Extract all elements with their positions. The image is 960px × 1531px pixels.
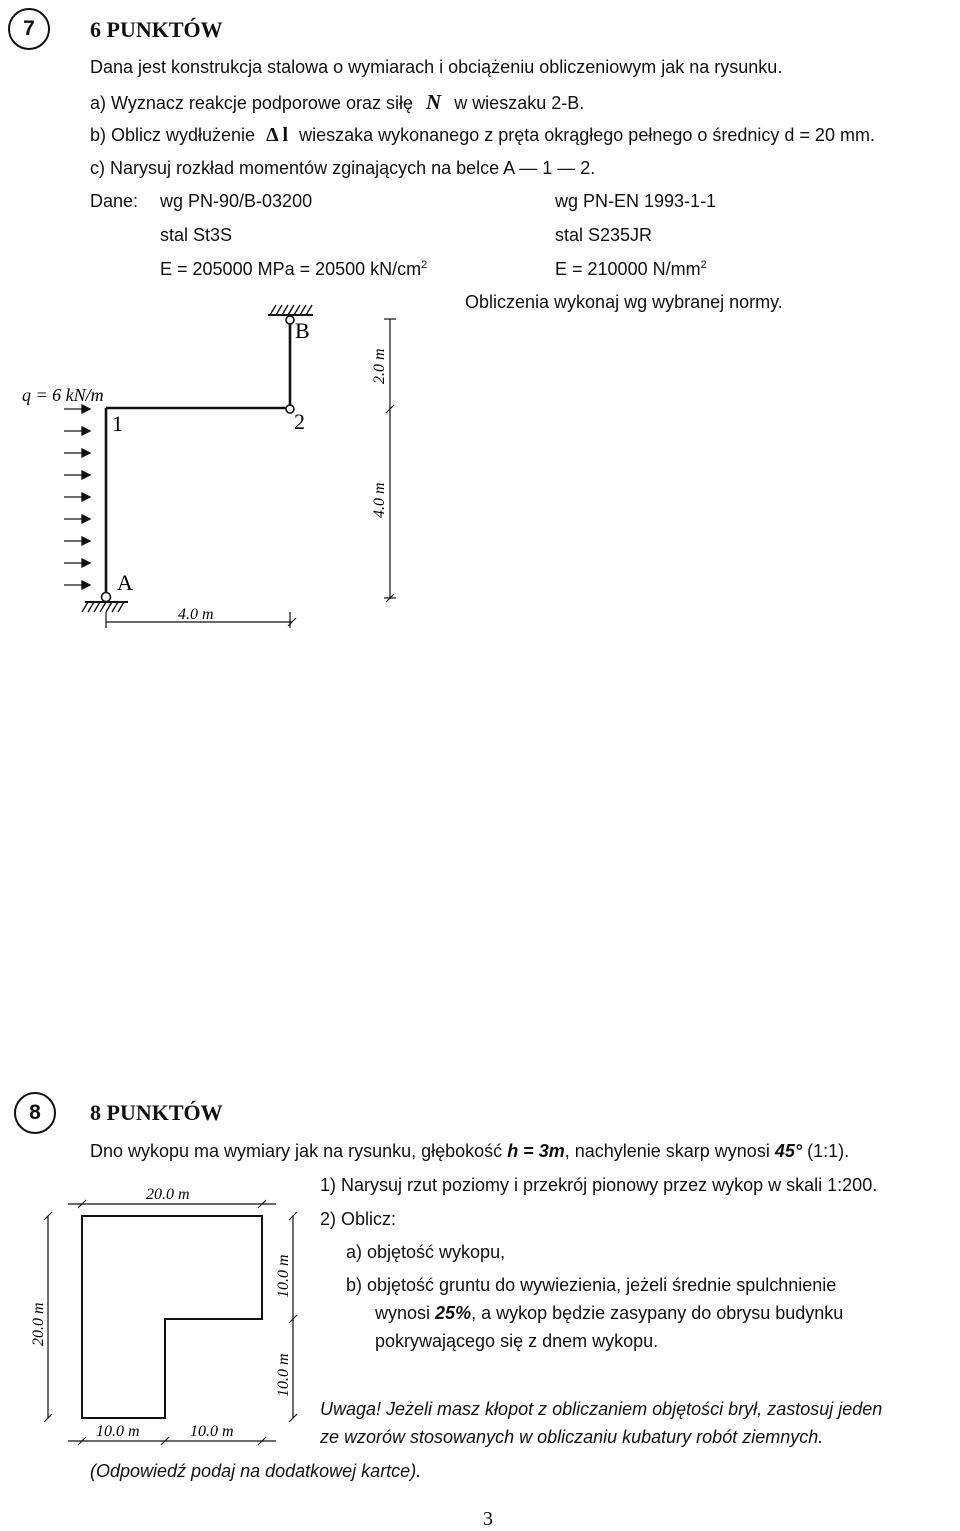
modulus-en-exponent: 2 (700, 259, 707, 271)
steel-en: stal S235JR (555, 225, 653, 245)
loosening-percent: 25% (435, 1303, 472, 1323)
task-item-2: 2) Oblicz: (320, 1209, 397, 1229)
slope-angle: 45° (774, 1141, 803, 1161)
excavation-outline (82, 1216, 262, 1418)
task-intro (90, 1141, 849, 1162)
node-a-label: A (117, 570, 133, 595)
answer-note: (Odpowiedź podaj na dodatkowej kartce). (90, 1461, 422, 1481)
item-b-prefix: b) Oblicz wydłużenie (90, 125, 256, 145)
warning-label: Uwaga! (320, 1399, 382, 1419)
dimension-label-right-bottom: 10.0 m (275, 1353, 292, 1397)
dimension-label-bottom-right: 10.0 m (190, 1423, 234, 1440)
task-intro: Dana jest konstrukcja stalowa o wymiarach i obciążeniu obliczeniowym jak na rysunku. (90, 57, 783, 77)
dimension-label-right: 4.0 m (371, 482, 388, 518)
support-a (82, 593, 128, 613)
modulus-pn-text: E = 205000 MPa = 20500 kN/cm (160, 259, 422, 279)
steel-pn: stal St3S (160, 225, 233, 245)
item-2b-prefix: wynosi (375, 1303, 431, 1323)
norm-en: wg PN-EN 1993-1-1 (555, 191, 717, 211)
task-item-2a: a) objętość wykopu, (346, 1242, 506, 1262)
frame-members (106, 319, 290, 597)
warning-note-line2: ze wzorów stosowanych w obliczaniu kubatury robót ziemnych. (320, 1427, 824, 1447)
task-heading: 8 PUNKTÓW (90, 1100, 223, 1125)
task-item-2b-line1: b) objętość gruntu do wywiezienia, jeżeli średnie spulchnienie (346, 1275, 837, 1295)
task-item-b (90, 124, 875, 147)
task-item-a (90, 90, 584, 115)
dimension-label-bottom: 4.0 m (178, 606, 214, 623)
task-number-badge (14, 1092, 56, 1134)
depth-value: h = 3m (507, 1141, 565, 1161)
intro-suffix: (1:1). (802, 1141, 850, 1161)
page-number: 3 (483, 1508, 493, 1530)
item-a-prefix: a) Wyznacz reakcje podporowe oraz siłę (90, 93, 413, 113)
load-arrows (64, 405, 90, 589)
modulus-en-text: E = 210000 N/mm (555, 259, 701, 279)
modulus-pn (160, 259, 427, 280)
elongation-symbol: Δ l (266, 124, 289, 146)
dimension-label-right-top: 10.0 m (275, 1254, 292, 1298)
warning-text-1: Jeżeli masz kłopot z obliczaniem objętości brył, zastosuj jeden (381, 1399, 883, 1419)
excavation-plan (0, 1175, 320, 1455)
node-2-label: 2 (294, 409, 305, 434)
norm-note: Obliczenia wykonaj wg wybranej normy. (465, 292, 783, 312)
task-item-2b-line2 (375, 1303, 843, 1324)
load-label: q = 6 kN/m (22, 385, 104, 405)
task-number-badge (8, 8, 50, 50)
task-number: 8 (29, 1101, 41, 1124)
dimension-label-top: 20.0 m (146, 1186, 190, 1203)
norm-pn: wg PN-90/B-03200 (160, 191, 313, 211)
node-b-label: B (295, 318, 310, 343)
task-heading: 6 PUNKTÓW (90, 17, 223, 42)
force-symbol: N (426, 90, 442, 114)
intro-prefix: Dno wykopu ma wymiary jak na rysunku, głębokość (90, 1141, 503, 1161)
warning-note-line1 (320, 1399, 882, 1420)
node-1-label: 1 (112, 411, 123, 436)
modulus-pn-exponent: 2 (421, 259, 428, 271)
task-number: 7 (23, 17, 35, 40)
dimension-label-top: 2.0 m (371, 348, 388, 384)
item-b-suffix: wieszaka wykonanego z pręta okrągłego pełnego o średnicy d = 20 mm. (299, 125, 875, 145)
task-item-c: c) Narysuj rozkład momentów zginających na belce A — 1 — 2. (90, 158, 596, 178)
task-item-2b-line3: pokrywającego się z dnem wykopu. (375, 1331, 659, 1351)
dimension-label-left: 20.0 m (30, 1302, 47, 1346)
hinge-2 (286, 405, 294, 413)
intro-mid: , nachylenie skarp wynosi (564, 1141, 770, 1161)
given-label: Dane: (90, 191, 139, 211)
structure-diagram (0, 290, 420, 640)
task-item-1: 1) Narysuj rzut poziomy i przekrój pionowy przez wykop w skali 1:200. (320, 1175, 878, 1195)
modulus-en (555, 259, 707, 280)
dimension-label-bottom-left: 10.0 m (96, 1423, 140, 1440)
item-a-suffix: w wieszaku 2-B. (454, 93, 585, 113)
item-2b-suffix: , a wykop będzie zasypany do obrysu budynku (471, 1303, 844, 1323)
